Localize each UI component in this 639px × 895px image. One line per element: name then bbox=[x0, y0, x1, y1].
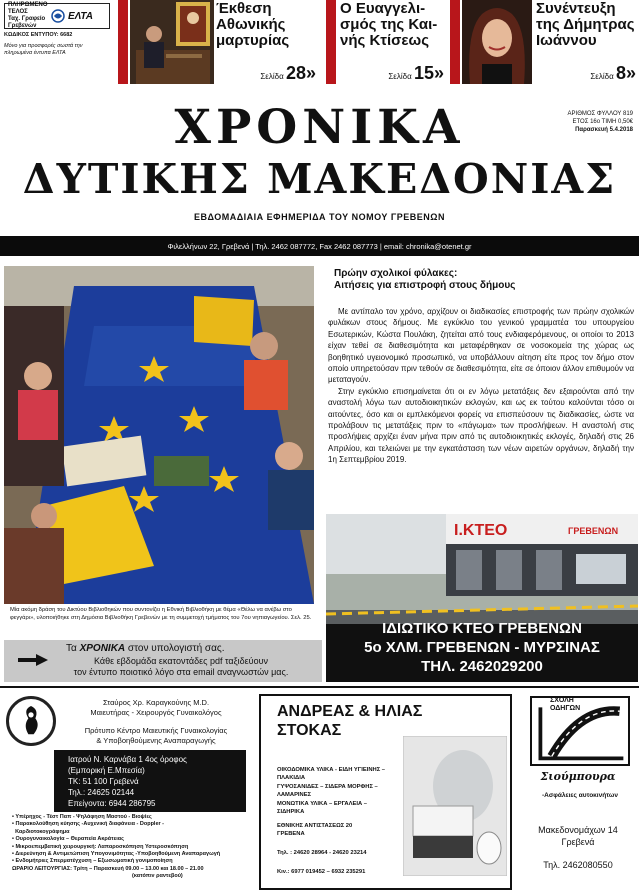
pc-suffix: στον υπολογιστή σας. bbox=[127, 643, 225, 654]
gynecology-logo-icon bbox=[6, 696, 56, 746]
teaser-3-page bbox=[590, 63, 636, 84]
service-item: • Ενδομήτριες Σπερματέγχυση – Εξωσωματική γονιμοποίηση bbox=[12, 858, 173, 865]
service-item: • Μικροεπεμβατική χειρουργική: Λαπαροσκόπηση Υστεροσκόπηση bbox=[12, 843, 189, 850]
product-line: ΛΑΜΑΡΙΝΕΣ bbox=[277, 792, 312, 799]
pc-prefix: Τα bbox=[66, 643, 77, 654]
doctor-postal-code: ΤΚ: 51 100 Γρεβενά bbox=[68, 777, 139, 786]
school-city: Γρεβενά bbox=[561, 837, 595, 847]
product-line: ΟΙΚΟΔΟΜΙΚΑ ΥΛΙΚΑ - ΕΙΔΗ ΥΓΙΕΙΝΗΣ – bbox=[277, 767, 386, 773]
doctor-specialty: Μαιευτήρας - Χειρουργός Γυναικολόγος bbox=[90, 708, 222, 717]
article-headline-line2: Αιτήσεις για επιστροφή στους δήμους bbox=[334, 280, 516, 291]
postal-stamp bbox=[4, 3, 110, 29]
pc-banner-text bbox=[46, 656, 316, 678]
doctor-center-line: & Υποβοηθούμενης Αναπαραγωγής bbox=[96, 736, 216, 745]
pc-brand: ΧΡΟΝΙΚΑ bbox=[79, 643, 126, 654]
kteo-sign: Ι.ΚΤΕΟ bbox=[454, 522, 508, 539]
article-headline-line1: Πρώην σχολικοί φύλακες: bbox=[334, 268, 458, 279]
kteo-ad[interactable] bbox=[326, 514, 638, 682]
issue-price: ΕΤΟΣ 16ο ΤΙΜΗ 0,50€ bbox=[572, 119, 633, 125]
product-line: ΜΟΝΩΤΙΚΑ ΥΛΙΚΑ – ΕΡΓΑΛΕΙΑ – bbox=[277, 800, 367, 807]
section-divider bbox=[0, 686, 639, 688]
doctor-phone: Τηλ.: 24625 02144 bbox=[68, 788, 135, 797]
kteo-sign-city: ΓΡΕΒΕΝΩΝ bbox=[568, 526, 619, 536]
issue-number: ΑΡΙΘΜΟΣ ΦΥΛΛΟΥ 819 bbox=[567, 111, 633, 117]
school-street: Μακεδονομάχων 14 bbox=[538, 825, 618, 835]
kteo-line2: 5ο ΧΛΜ. ΓΡΕΒΕΝΩΝ - ΜΥΡΣΙΝΑΣ bbox=[364, 639, 600, 656]
teaser-accent-bar bbox=[326, 0, 336, 84]
driving-school-ad[interactable] bbox=[520, 694, 636, 890]
pc-line3: τον έντυπο ποιοτικό λόγο στα email αναγνωστών μας. bbox=[73, 667, 289, 677]
page-number: 8 bbox=[615, 63, 626, 83]
page-prefix: Σελίδα bbox=[590, 72, 614, 81]
product-line: ΠΛΑΚΙΔΙΑ bbox=[277, 775, 305, 782]
stokas-title-line1: ΑΝΔΡΕΑΣ & ΗΛΙΑΣ bbox=[277, 703, 423, 720]
doctor-address: Ιατρού Ν. Καρνάβα 1 4ος όροφος bbox=[68, 755, 187, 764]
stokas-street: ΕΘΝΙΚΗΣ ΑΝΤΙΣΤΑΣΕΩΣ 20 bbox=[277, 823, 353, 829]
driving-school-address bbox=[520, 824, 636, 848]
pc-banner[interactable] bbox=[4, 640, 322, 682]
teaser-1[interactable] bbox=[118, 0, 318, 88]
page-prefix: Σελίδα bbox=[260, 72, 284, 81]
logo-line: ΟΔΗΓΩΝ bbox=[550, 705, 581, 712]
stamp-line: ΠΛΗΡΩΜΕΝΟ bbox=[8, 2, 48, 8]
article-paragraph: Στην εγκύκλιο επισημαίνεται ότι οι εν λόγω μετατάξεις δεν εξαιρούνται από την αναστολή λόγω των αυτοδιοικητικών εκλογών, και ως εκ τούτου καλούνται τόσο οι αιτούντες, όσο και οι εμπλεκόμενοι φορείς να επισπεύσουν τις διαδικασίες, ώστε να προλάβουν τις μετατάξεις πριν το «πάγωμα» των προσλήψεων. Η αναστολή στις προσλήψεις αρχίζει έναν μήνα πριν από τις αυτοδιοικητικές εκλογές, δηλαδή στις 26 Απριλίου, και τελειώνει με την εγκατάσταση των νέων αιρετών οργάνων, δηλαδή την 1η Σεπτεμβρίου 2019. bbox=[328, 386, 634, 465]
doctor-name: Σταύρος Χρ. Καραγκούνης M.D. bbox=[102, 698, 210, 707]
driving-school-name: Σιούμπουρα bbox=[540, 770, 616, 783]
main-photo[interactable] bbox=[4, 266, 314, 604]
pointing-hand-icon bbox=[16, 650, 50, 670]
stokas-phone: Τηλ. : 24620 28964 - 24620 23214 bbox=[277, 850, 367, 856]
stokas-mobile: Κιν.: 6977 019452 – 6932 235291 bbox=[277, 869, 366, 875]
stokas-title-line2: ΣΤΟΚΑΣ bbox=[277, 722, 342, 739]
elta-brand: ΕΛΤΑ bbox=[68, 10, 94, 22]
address-bar: Φιλελλήνων 22, Γρεβενά | Τηλ. 2462 087772, Fax 2462 087773 | email: chronika@otenet.gr bbox=[0, 236, 639, 256]
page-arrow: » bbox=[625, 63, 636, 83]
article-paragraph: Με αντίπαλο τον χρόνο, αρχίζουν οι διαδικασίες επιστροφής των πρώην σχολικών φυλάκων στους δήμους. Με εγκύκλιο του γενικού γραμματέα του υπουργείου Εσωτερικών, Κώστα Πουλάκη, ζητείται από τους ενδιαφερόμενους, οι οποίοι το 2013 είχαν τεθεί σε διαθεσιμότητα και μεταφέρθηκαν σε νοσοκομεία της χώρας ως βοηθητικό υγειονομικό προσωπικό, να υποβάλλουν αίτηση είτε προς τον δήμο στον οποίο υπηρετούσαν πριν τεθούν σε διαθεσιμότητα, είτε σε όποιον άλλον επιθυμούν να μεταταγούν. bbox=[328, 307, 634, 385]
masthead-title: ΧΡΟΝΙΚΑ bbox=[174, 100, 465, 155]
stokas-city: ΓΡΕΒΕΝΑ bbox=[277, 831, 305, 838]
stokas-title bbox=[277, 702, 422, 740]
elta-logo-icon bbox=[51, 9, 65, 23]
service-item: • Παρακολούθηση κύησης -Αυχενική διαφάνεια - Doppler - bbox=[12, 821, 165, 828]
page-number: 15 bbox=[413, 63, 434, 83]
teaser-2[interactable] bbox=[326, 0, 446, 88]
teaser-accent-bar bbox=[450, 0, 460, 84]
bathroom-photo bbox=[403, 736, 507, 876]
issue-info bbox=[503, 110, 633, 134]
masthead-subtitle-title: ΔΥΤΙΚΗΣ ΜΑΚΕΔΟΝΙΑΣ bbox=[22, 155, 617, 203]
service-item: • Υπέρηχος - Τέστ Παπ - Ψηλάφηση Μαστού - Βιοψίες bbox=[12, 814, 152, 820]
doctor-hours: ΩΡΑΡΙΟ ΛΕΙΤΟΥΡΓΙΑΣ: Τρίτη – Παρασκευή 09.00 – 13.00 και 18.00 – 21.00 bbox=[12, 865, 204, 872]
issue-date: Παρασκευή 5.4.2018 bbox=[575, 127, 633, 133]
doctor-center bbox=[58, 726, 254, 746]
page-arrow: » bbox=[433, 63, 444, 83]
doctor-address-note: (Εμπορική Ε.Μπεσία) bbox=[68, 766, 145, 775]
postal-note: Μόνο για προσφορές σωστά την πληρωμένα έντυπα ΕΛΤΑ bbox=[4, 43, 83, 56]
kteo-phone: ΤΗΛ. 2462029200 bbox=[421, 658, 543, 675]
doctor-urgent-phone: Επείγοντα: 6944 286795 bbox=[68, 799, 156, 808]
driving-school-insurance: -Ασφάλειες αυτοκινήτων bbox=[541, 792, 619, 799]
stamp-line: Ταχ. Γραφείο bbox=[8, 16, 46, 22]
pc-banner-line1 bbox=[66, 643, 224, 654]
teaser-3-photo bbox=[462, 0, 532, 84]
teaser-3[interactable] bbox=[450, 0, 638, 88]
doctor-center-line: Πρότυπο Κέντρο Μαιευτικής Γυναικολογίας bbox=[84, 726, 228, 735]
service-item: • Διερεύνηση & Αντιμετώπιση Υπογονιμότητας -Υποβοηθούμενη Αναπαραγωγή bbox=[12, 851, 221, 858]
doctor-ad[interactable] bbox=[2, 692, 252, 892]
service-item: Καρδιοτοκογράφημα bbox=[15, 828, 70, 835]
pc-line2: Κάθε εβδομάδα εκατοντάδες pdf ταξιδεύουν bbox=[94, 656, 268, 666]
doctor-hours-note: (κατόπιν ραντεβού) bbox=[132, 873, 183, 880]
driving-school-logo-text bbox=[550, 697, 580, 713]
newspaper-tagline: ΕΒΔΟΜΑΔΙΑΙΑ ΕΦΗΜΕΡΙΔΑ ΤΟΥ ΝΟΜΟΥ ΓΡΕΒΕΝΩΝ bbox=[193, 212, 446, 222]
postal-code: ΚΩΔΙΚΟΣ ΕΝΤΥΠΟΥ: 6682 bbox=[4, 32, 73, 38]
stokas-ad[interactable] bbox=[259, 694, 512, 890]
stokas-products bbox=[277, 766, 395, 816]
doctor-services-list bbox=[12, 814, 256, 881]
page-number: 28 bbox=[285, 63, 306, 83]
doctor-contact-box bbox=[54, 750, 246, 812]
stokas-phones bbox=[277, 848, 367, 878]
page-arrow: » bbox=[305, 63, 316, 83]
teaser-1-page bbox=[260, 63, 316, 84]
stamp-line: ΤΕΛΟΣ bbox=[8, 9, 28, 15]
main-photo-caption: Μία ακόμη δράση του Δικτύου Βιβλιοθηκών που συντονίζει η Εθνική Βιβλιοθήκη με θέμα «Θέλω να ανέβω στο φεγγάρι», υλοποιήθηκε στη Δημόσια Βιβλιοθήκη Γρεβενών με τη συμμετοχή τμήματος του 7ου νηπιαγωγείου. Σελ. 25. bbox=[10, 607, 312, 621]
teaser-1-title: Έκθεση Αθωνικής μαρτυρίας bbox=[216, 0, 290, 49]
stamp-line: Γρεβενών bbox=[8, 23, 37, 29]
product-line: ΓΥΨΟΣΑΝΙΔΕΣ – ΣΙΔΕΡΑ ΜΟΡΦΗΣ – bbox=[277, 783, 378, 790]
teaser-2-page bbox=[388, 63, 444, 84]
stokas-address bbox=[277, 822, 352, 839]
article-body bbox=[328, 306, 634, 466]
service-item: • Ουρογυναικολογία – Θεραπεία Ακράτειας bbox=[12, 836, 124, 843]
kteo-line1: ΙΔΙΩΤΙΚΟ ΚΤΕΟ ΓΡΕΒΕΝΩΝ bbox=[382, 620, 582, 637]
postal-stamp-block bbox=[4, 3, 110, 63]
stamp-text bbox=[8, 2, 48, 30]
logo-line: ΣΧΟΛΗ bbox=[550, 697, 574, 704]
teaser-1-photo bbox=[130, 0, 214, 84]
teaser-2-title: Ο Ευαγγελι-σμός της Και-νής Κτίσεως bbox=[340, 0, 438, 49]
teaser-accent-bar bbox=[118, 0, 128, 84]
driving-school-phone: Τηλ. 2462080550 bbox=[543, 860, 613, 870]
product-line: ΣΙΔΗΡΙΚΑ bbox=[277, 809, 305, 816]
page-prefix: Σελίδα bbox=[388, 72, 412, 81]
teaser-3-title: Συνέντευξη της Δήμητρας Ιωάννου bbox=[536, 0, 635, 49]
article-headline[interactable] bbox=[334, 268, 624, 292]
